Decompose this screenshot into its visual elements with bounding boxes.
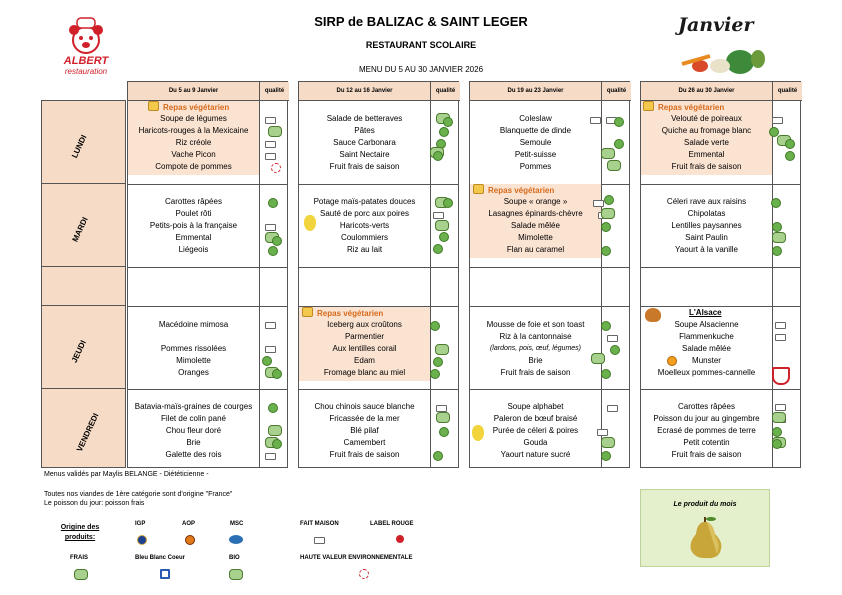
bio-icon: [443, 198, 453, 208]
bio-icon: [772, 439, 782, 449]
month-art-word: Janvier: [678, 14, 754, 36]
bio-icon: [601, 451, 611, 461]
bio-icon: [601, 222, 611, 232]
dish: Iceberg aux croûtons: [327, 320, 402, 329]
dish: Compote de pommes: [155, 162, 232, 171]
month-illustration: [660, 14, 770, 76]
fait-maison-icon: [265, 346, 276, 353]
dish: Munster: [692, 356, 721, 365]
alsace-shield-icon: [772, 367, 790, 385]
dish: Liégeois: [178, 245, 209, 254]
dish: Semoule: [519, 138, 552, 147]
bio-icon: [601, 246, 611, 256]
bio-icon: [268, 246, 278, 256]
day-friday: [41, 388, 126, 468]
bio-icon: [229, 569, 243, 580]
bio-icon: [433, 151, 443, 161]
page-title: SIRP de BALIZAC & SAINT LEGER: [314, 14, 528, 29]
dish: Petits-pois à la française: [149, 221, 238, 230]
week-2: [298, 81, 459, 468]
bio-icon: [772, 427, 782, 437]
bio-icon: [772, 246, 782, 256]
logo-sub: restauration: [64, 67, 108, 76]
dish: Fruit frais de saison: [329, 162, 400, 171]
frais-icon: [607, 160, 621, 171]
frais-icon: [268, 425, 282, 436]
day-label: LUNDI: [69, 133, 89, 160]
legend-fait-maison-label: FAIT MAISON: [300, 521, 339, 527]
dish: Mousse de foie et son toast: [486, 320, 585, 329]
fait-maison-icon: [265, 453, 276, 460]
dish: Filet de colin pané: [161, 414, 226, 423]
frais-icon: [435, 220, 449, 231]
quality-header: qualité: [259, 82, 289, 101]
bio-icon: [772, 222, 782, 232]
bio-icon: [272, 236, 282, 246]
dish: Sauté de porc aux poires: [320, 209, 409, 218]
dish: Haricots-verts: [339, 221, 390, 230]
dish: Pâtes: [354, 126, 375, 135]
dish: Céleri rave aux raisins: [666, 197, 747, 206]
pear-icon: [683, 516, 727, 560]
fish-note: Le poisson du jour: poisson frais: [44, 500, 145, 507]
dish: Moelleux pommes-cannelle: [657, 368, 756, 377]
dish: Macédoine mimosa: [158, 320, 229, 329]
cheese-icon: [667, 356, 677, 366]
product-of-month: [640, 489, 770, 567]
fait-maison-icon: [265, 224, 276, 231]
frais-icon: [591, 353, 605, 364]
logo-name: ALBERT: [63, 55, 109, 67]
dish: Carottes râpées: [165, 197, 222, 206]
dish: Fromage blanc au miel: [323, 368, 406, 377]
dish: Salade mêlée: [511, 221, 560, 230]
bio-icon: [614, 117, 624, 127]
legend-igp-label: IGP: [135, 521, 146, 527]
dish: Carottes râpées: [678, 402, 735, 411]
legend-hve-label: HAUTE VALEUR ENVIRONNEMENTALE: [300, 555, 413, 561]
dish: Vache Picon: [171, 150, 216, 159]
dish: Gouda: [523, 438, 548, 447]
dish: Camembert: [343, 438, 386, 447]
dish: Salade mêlée: [682, 344, 731, 353]
fait-maison-icon: [265, 322, 276, 329]
dish: Parmentier: [344, 332, 385, 341]
dish: Salade verte: [684, 138, 729, 147]
frais-icon: [601, 208, 615, 219]
dish: Yaourt à la vanille: [675, 245, 738, 254]
dish: Pommes: [519, 162, 552, 171]
day-monday: [41, 100, 126, 184]
frais-icon: [74, 569, 88, 580]
fait-maison-icon: [265, 117, 276, 124]
dish-note: (lardons, pois, œuf, légumes): [489, 345, 582, 352]
vegetarian-title: Repas végétarien: [643, 101, 724, 114]
dish: Mimolette: [176, 356, 211, 365]
week-3: [469, 81, 630, 468]
fait-maison-icon: [265, 153, 276, 160]
dish: Chou fleur doré: [165, 426, 222, 435]
product-of-month-title: Le produit du mois: [673, 501, 737, 508]
frais-icon: [601, 148, 615, 159]
dish: Petit cotentin: [683, 438, 730, 447]
bio-icon: [262, 356, 272, 366]
dish: Poisson du jour au gingembre: [653, 414, 760, 423]
day-label: JEUDI: [69, 338, 88, 365]
bio-icon: [430, 321, 440, 331]
dish: Lasagnes épinards-chèvre: [488, 209, 583, 218]
dish: Brie: [528, 356, 543, 365]
dish: Soupe « orange »: [503, 197, 568, 206]
dish: Paleron de bœuf braisé: [493, 414, 578, 423]
dish: Yaourt nature sucré: [500, 450, 571, 459]
week-1: [127, 81, 288, 468]
dish: Velouté de poireaux: [671, 114, 742, 123]
bio-icon: [272, 439, 282, 449]
bio-icon: [268, 198, 278, 208]
dish: Edam: [354, 356, 375, 365]
vegetables-icon: [660, 14, 770, 76]
bio-icon: [439, 127, 449, 137]
dish: Soupe Alsacienne: [674, 320, 739, 329]
dish: Emmental: [175, 233, 212, 242]
day-wednesday: [41, 266, 126, 306]
dish: Batavia-maïs-graines de courges: [134, 402, 253, 411]
bio-icon: [601, 369, 611, 379]
bio-icon: [439, 427, 449, 437]
quality-header: qualité: [772, 82, 802, 101]
bio-icon: [785, 151, 795, 161]
hve-icon: [271, 163, 281, 173]
dish: Chipolatas: [687, 209, 726, 218]
dish: Aux lentilles corail: [332, 344, 397, 353]
dish: Fruit frais de saison: [329, 450, 400, 459]
bio-icon: [433, 244, 443, 254]
week-label: Du 5 au 9 Janvier: [128, 82, 259, 101]
dish: Lentilles paysannes: [671, 221, 742, 230]
frais-icon: [268, 126, 282, 137]
pear-icon: [472, 425, 484, 441]
legend-label-rouge-label: LABEL ROUGE: [370, 521, 414, 527]
dish: Blanquette de dinde: [499, 126, 572, 135]
dish: Poulet rôti: [175, 209, 212, 218]
legend-bbc-label: Bleu Blanc Coeur: [135, 555, 186, 561]
dish: Blé pilaf: [350, 426, 379, 435]
fait-maison-icon: [597, 429, 608, 436]
frais-icon: [436, 412, 450, 423]
frais-icon: [772, 232, 786, 243]
day-label: MARDI: [70, 215, 90, 244]
vegetarian-title: Repas végétarien: [148, 101, 229, 114]
bio-icon: [433, 451, 443, 461]
dish: Haricots-rouges à la Mexicaine: [138, 126, 249, 135]
igp-icon: [137, 535, 147, 545]
quality-header: qualité: [430, 82, 460, 101]
vegetarian-title: Repas végétarien: [473, 184, 554, 197]
dish: Emmental: [688, 150, 725, 159]
day-tuesday: [41, 183, 126, 267]
dish: Fricassée de la mer: [329, 414, 400, 423]
bio-icon: [614, 139, 624, 149]
bleu-blanc-coeur-icon: [160, 569, 170, 579]
menu-dates: MENU DU 5 AU 30 JANVIER 2026: [358, 65, 484, 74]
hve-icon: [359, 569, 369, 579]
legend-frais-label: FRAIS: [70, 555, 88, 561]
fait-maison-icon: [607, 405, 618, 412]
bio-icon: [272, 369, 282, 379]
bio-icon: [771, 198, 781, 208]
dish: Saint Paulin: [685, 233, 728, 242]
week-label: Du 19 au 23 Janvier: [470, 82, 601, 101]
dish: Galette des rois: [165, 450, 222, 459]
bio-icon: [430, 369, 440, 379]
day-label: VENDREDI: [74, 411, 101, 454]
origin-title: Origine des produits:: [60, 524, 100, 541]
dish: Salade de betteraves: [326, 114, 403, 123]
dish: Potage maïs-patates douces: [313, 197, 416, 206]
dish: Riz à la cantonnaise: [499, 332, 572, 341]
dish: Fruit frais de saison: [671, 162, 742, 171]
dish: Ecrasé de pommes de terre: [657, 426, 756, 435]
fait-maison-icon: [265, 141, 276, 148]
aop-icon: [185, 535, 195, 545]
legend-bio-label: BIO: [229, 555, 240, 561]
label-rouge-icon: [396, 535, 404, 543]
legend-aop-label: AOP: [182, 521, 196, 527]
dish: Mimolette: [518, 233, 553, 242]
fait-maison-icon: [314, 537, 325, 544]
bio-icon: [610, 345, 620, 355]
dish: Sauce Carbonara: [333, 138, 396, 147]
frais-icon: [435, 344, 449, 355]
fait-maison-icon: [607, 335, 618, 342]
page-subtitle: RESTAURANT SCOLAIRE: [365, 40, 477, 50]
bio-icon: [443, 117, 453, 127]
week-label: Du 12 au 16 Janvier: [299, 82, 430, 101]
week-4: [640, 81, 801, 468]
dish: Saint Nectaire: [339, 150, 390, 159]
dish: Coulommiers: [340, 233, 389, 242]
validated-note: Menus validés par Maylis BELANGE - Diététicienne -: [44, 471, 209, 478]
dish: Fruit frais de saison: [671, 450, 742, 459]
fait-maison-icon: [775, 404, 786, 411]
week-label: Du 26 au 30 Janvier: [641, 82, 772, 101]
dish: Oranges: [178, 368, 209, 377]
dish: Soupe alphabet: [507, 402, 564, 411]
pear-icon: [304, 215, 316, 231]
bio-icon: [268, 403, 278, 413]
meat-origin-note: Toutes nos viandes de 1ère catégorie sont d'origine "France": [44, 491, 233, 498]
fait-maison-icon: [772, 117, 783, 124]
dish: Brie: [186, 438, 201, 447]
fait-maison-icon: [436, 405, 447, 412]
dish: Flan au caramel: [506, 245, 565, 254]
theme-title: L'Alsace: [689, 308, 722, 317]
bio-icon: [433, 357, 443, 367]
dish: Purée de céleri & poires: [492, 426, 579, 435]
dish: Soupe de légumes: [160, 114, 227, 123]
vegetarian-title: Repas végétarien: [302, 307, 383, 320]
dish: Chou chinois sauce blanche: [314, 402, 415, 411]
bio-icon: [439, 232, 449, 242]
dish: Fruit frais de saison: [500, 368, 571, 377]
fait-maison-icon: [775, 334, 786, 341]
dish: Petit-suisse: [514, 150, 557, 159]
dish: Riz créole: [175, 138, 212, 147]
fait-maison-icon: [590, 117, 601, 124]
frais-icon: [601, 437, 615, 448]
fait-maison-icon: [775, 322, 786, 329]
dish: Coleslaw: [519, 114, 552, 123]
dish: Riz au lait: [346, 245, 383, 254]
dish: Quiche au fromage blanc: [661, 126, 752, 135]
frais-icon: [772, 412, 786, 423]
day-thursday: [41, 305, 126, 389]
quality-header: qualité: [601, 82, 631, 101]
msc-icon: [229, 535, 243, 544]
fait-maison-icon: [593, 200, 604, 207]
legend-msc-label: MSC: [230, 521, 244, 527]
dish: Flammenkuche: [679, 332, 734, 341]
dish: Pommes rissolées: [160, 344, 227, 353]
bio-icon: [785, 139, 795, 149]
fait-maison-icon: [433, 212, 444, 219]
bio-icon: [601, 321, 611, 331]
bio-icon: [604, 195, 614, 205]
